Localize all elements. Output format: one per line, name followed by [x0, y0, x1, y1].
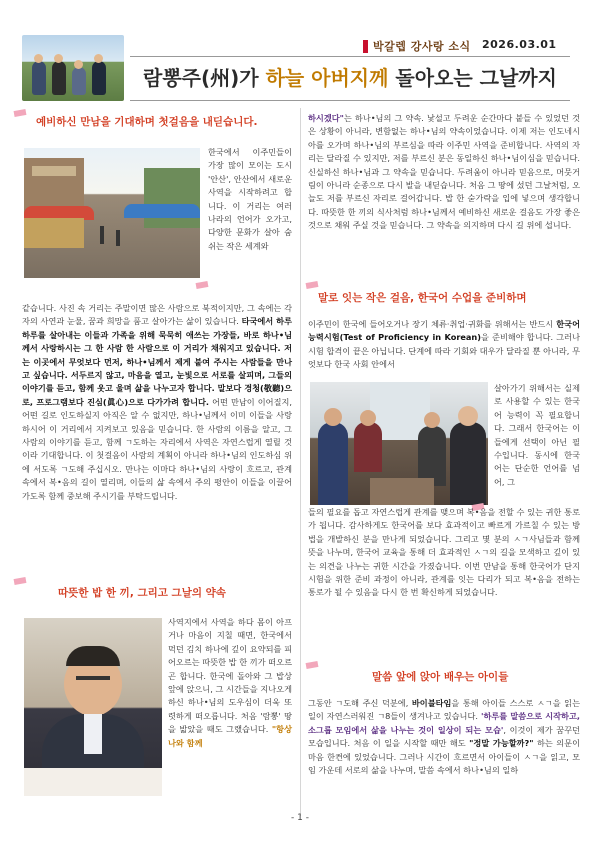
- section-title-korean-class: 말로 잇는 작은 걸음, 한국어 수업을 준비하며: [318, 292, 527, 304]
- pink-marker: [196, 281, 209, 289]
- section2-side-text: [168, 616, 292, 750]
- children-quote: '하루를 말씀으로 시작하고, 소그룹 모임에서 삶을 나누는 것이 일상이 되는 모습': [308, 711, 580, 735]
- pink-marker: [14, 109, 27, 117]
- photo-man-portrait: [24, 618, 162, 796]
- korean-class-side-text: 살아가기 위해서는 실제로 사용할 수 있는 한국어 능력이 꼭 필요합니다. 그래서 한국어는 이들에게 선택이 아닌 필수입니다. 동시에 한국어는 단순한 언어를 넘어, 그: [494, 383, 580, 487]
- section2-quote-start: "항상 나와 함께: [168, 724, 292, 748]
- section1-body: [22, 302, 292, 503]
- page-number: - 1 -: [291, 813, 309, 823]
- column-divider: [300, 108, 301, 816]
- title-rule-top: [130, 56, 570, 57]
- header-accent-bar: [363, 40, 368, 53]
- title-rule-bottom: [130, 100, 570, 101]
- topik-name: 한국어능력시험(Test of Proficiency in Korean): [308, 319, 580, 343]
- section-title-children: 말씀 앞에 앉아 배우는 아이들: [372, 671, 509, 683]
- children-b: 을 통해 아이들 스스로 ㅅㄱ을 읽는 일이 자연스러워진 ㄱ8들이 생겨나고 있습니다.: [308, 698, 580, 722]
- page-title: [130, 62, 570, 91]
- pink-marker: [306, 661, 319, 669]
- title-part-2: 하늘 아버지께: [265, 66, 389, 90]
- korean-class-body: 들의 필요를 돕고 자연스럽게 관계를 맺으며 복•음을 전할 수 있는 귀한 통로가 됩니다. 감사하게도 한국어를 보다 효과적이고 빠르게 가르칠 수 있는 방법을 개발하신 분을 만나게 되었습니다. 그리고 몇 분의 ㅅㄱ사님들과 함께 뜻을 나누며, 한국어 교육을 통해 더 효과적인 ㅅㄱ의 길을 모색하고 깊이 있는 의견을 나누는 귀한 시간을 가졌습니다. 이번 만남을 통해 한국어가 단지 시험을 위한 준비 과정이 아니라, 관계를 잇는 다리가 되고 복•음을 전하는 통로가 될 수 있음을 다시 한 번 확신하게 되었습니다.: [308, 507, 580, 598]
- korean-intro-a: 이주민이 한국에 들어오거나 장기 체류·취업·귀화를 위해서는 반드시: [308, 319, 557, 329]
- children-a: 그동안 ㄱ도해 주신 덕분에,: [308, 698, 412, 708]
- section1-body-c: 어떤 만남이 이어질지, 어떤 길로 인도하실지 아직은 알 수 없지만, 하나•님께서 이미 이들을 사랑하시어 이 거리에서 지켜보고 있음을 믿습니다. 한 사람의 이름을 알고, 그 사람의 이야기를 듣고, 함께 ㄱ도하는 자리에서 사역은 자연스럽게 열릴 것이라 기대합니다. 이 첫걸음이 사람의 계획이 아니라 하나•님의 인도하심 위에 서도록 ㄱ도해 주십시오. 만나는 이마다 하나•님의 사랑이 흐르고, 관계 속에서 복•음의 길이 열리며, 이들의 삶 속에서 주의 평안이 이들을 이끌어가도록 함께 중보해 주시기를 부탁드립니다.: [22, 396, 292, 501]
- continuation-text: 는 하나•님의 그 약속. 낯설고 두려운 순간마다 붙들 수 있었던 것은 상황이 아니라, 변함없는 하나•님의 약속이었습니다. 이제 저는 인도네시아를 오가며 하나•님의 부르심을 따라 이주민 사역을 준비합니다. 사역의 자리는 달라질 수 있지만, 저를 부르신 분은 동일하신 하나•님이심을 믿습니다. 신실하신 하나•님과 그 약속을 믿습니다. 두려움이 아니라 믿음으로, 머뭇거림이 아니라 순종으로 다시 발을 내딛습니다. 처음 그 땅에 섰던 그날처럼, 오늘도 저를 부르신 자리로 걸어갑니다. 밥 한 숟가락을 입에 넣으며 생각합니다. 따뜻한 한 끼의 식사처럼 하나•님께서 예비하신 새로운 걸음도 가장 좋은 것으로 채워 주실 것을 믿습니다. 그 약속을 의지하며 다시 길 위에 섭니다.: [308, 113, 580, 231]
- section1-side-text: 한국에서 이주민들이 가장 많이 모이는 도시 '안산', 안산에서 새로운 사역을 시작하려고 합니다. 이 거리는 여러 나라의 언어가 오가고, 다양한 문화가 살아 숨 쉬는 작은 세계와: [208, 147, 292, 251]
- pink-marker: [14, 577, 27, 585]
- children-quote2: "정말 가능할까?": [469, 738, 534, 749]
- quote-end: 하시겠다": [308, 113, 344, 123]
- title-part-1: 람뽕주(州)가: [143, 66, 266, 90]
- title-part-3: 돌아오는 그날까지: [388, 66, 557, 90]
- children-c: , 이것이 제가 꿈꾸던 모습입니다. 처음 이 일을 시작할 때만 해도: [308, 724, 580, 749]
- newsletter-name: 박갈렙 강사랑 소식: [373, 40, 471, 53]
- korean-class-intro: [308, 318, 580, 372]
- pink-marker: [306, 281, 319, 289]
- section1-body-bold: 타국에서 하루하루를 살아내는 이들과 가족을 위해 묵묵히 애쓰는 가장들, 바로 하나•님께서 사랑하시는 그 한 사람 한 사람으로 이 거리가 채워지고 있습니다. 저는 이곳에서 무엇보다 먼저, 하나•님께서 제게 붙여 주시는 사람들을 만나고 싶습니다. 서두르지 않고, 마음을 열고, 눈빛으로 서로를 살피며, 그들의 이야기를 듣고, 함께 웃고 울며 삶을 나누고자 합니다. 말보다 경청(敬聽)으로, 프로그램보다 진심(眞心)으로 다가가려 합니다.: [22, 316, 292, 407]
- section1-body-a: 같습니다. 사진 속 거리는 주말이면 많은 사람으로 북적이지만, 그 속에는 각자의 사연과 눈물, 꿈과 희망을 품고 살아가는 삶이 있습니다.: [22, 303, 292, 327]
- photo-missionaries-meeting: [310, 382, 488, 505]
- section2-side-body: 사역지에서 사역을 하다 몸이 아프거나 마음이 지칠 때면, 한국에서 먹던 김치 하나에 깊이 요약되를 피어오르는 따뜻한 밥 한 끼가 떠오르곤 합니다. 한국에 돌아와 그 밥상 앞에 앉으니, 그 시간들을 지나오게 하신 하나•님의 도우심이 더욱 또렷하게 떠오릅니다. 처음 '람뽕' 땅을 밟았을 때도 그랬습니다.: [168, 617, 292, 735]
- korean-intro-b: 을 준비해야 합니다. 그러나 시험 합격이 끝은 아닙니다. 단계에 따라 기회와 대우가 달라질 뿐 아니라, 무엇보다 한국 사회 안에서: [308, 332, 580, 370]
- children-body: [308, 697, 580, 777]
- issue-date: 2026.03.01: [482, 38, 557, 51]
- section-title-warm-meal: 따뜻한 밥 한 끼, 그리고 그날의 약속: [58, 587, 226, 599]
- family-photo: [22, 35, 124, 101]
- photo-market-street: [24, 148, 200, 278]
- bible-time: 바이블타임: [411, 698, 452, 708]
- children-d: 하는 의문이 마음 한켠에 있었습니다. 그러나 시간이 흐르면서 아이들이 ㅅㄱ을 읽고, 모임 가운데 서로의 삶을 나누며, 말씀 속에서 하나•님의 일하: [308, 738, 581, 776]
- section-title-first-step: 예비하신 만남을 기대하며 첫걸음을 내딛습니다.: [36, 116, 258, 128]
- section2-continuation: [308, 112, 580, 233]
